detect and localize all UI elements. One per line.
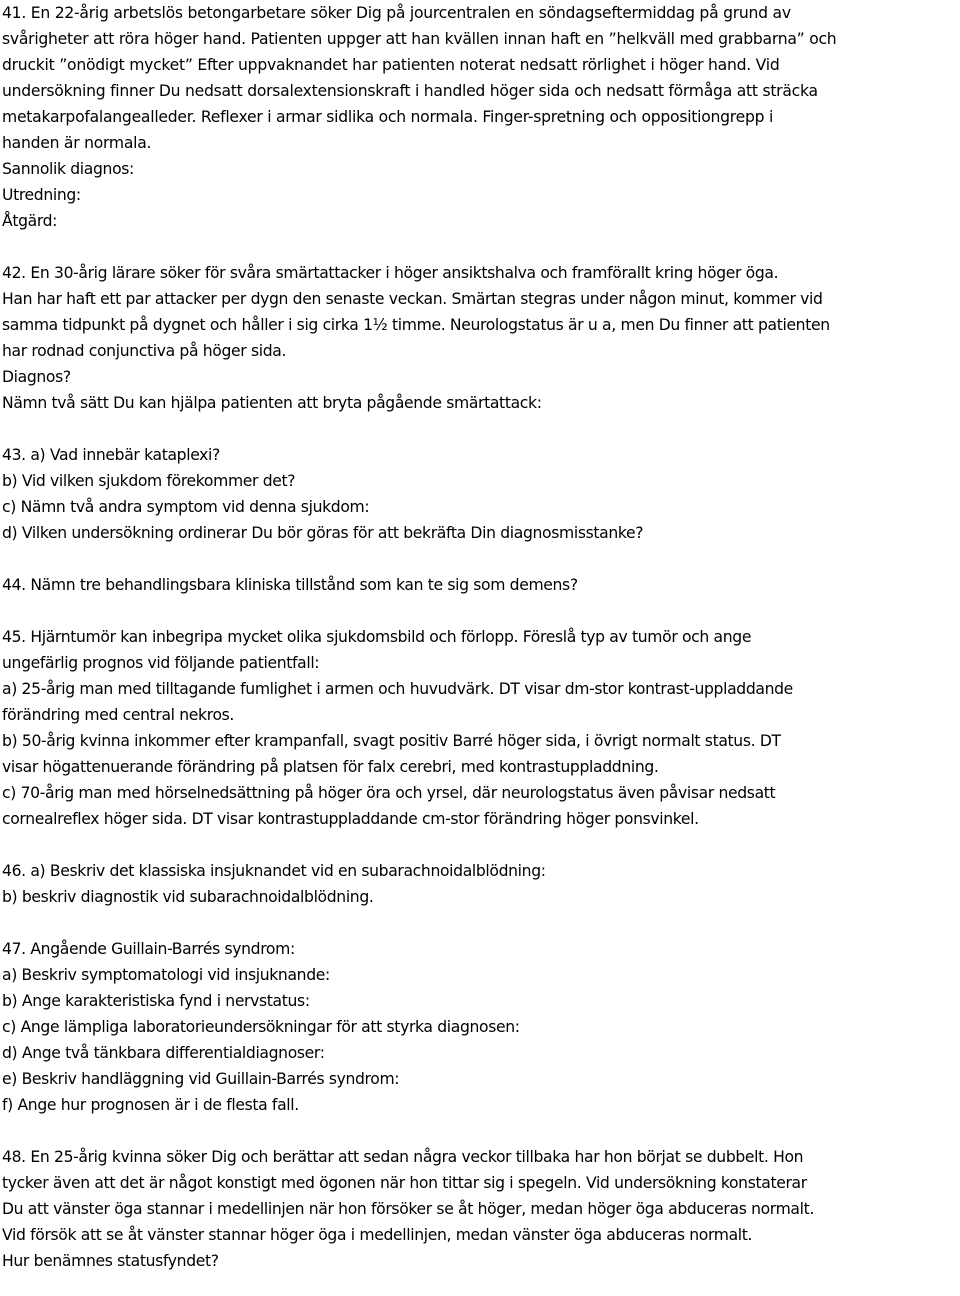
- question-41-prompt-action: Åtgärd:: [2, 212, 58, 230]
- question-43: [2, 442, 960, 546]
- question-42-text-line: Han har haft ett par attacker per dygn den senaste veckan. Smärtan stegras under någon minut, kommer vid: [2, 290, 823, 308]
- section-spacer: [2, 910, 960, 936]
- question-48-text-line: 48. En 25-årig kvinna söker Dig och berättar att sedan några veckor tillbaka har hon börjat se dubbelt. Hon: [2, 1148, 804, 1166]
- question-45-text-line: b) 50-årig kvinna inkommer efter krampanfall, svagt positiv Barré höger sida, i övrigt normalt status. DT: [2, 732, 781, 750]
- question-45-text-line: visar högattenuerande förändring på platsen för falx cerebri, med kontrastuppladdning.: [2, 758, 659, 776]
- section-spacer: [2, 546, 960, 572]
- question-41: [2, 0, 960, 234]
- question-47-text-line: c) Ange lämpliga laboratorieundersökningar för att styrka diagnosen:: [2, 1018, 520, 1036]
- question-48-text-line: Du att vänster öga stannar i medellinjen när hon försöker se åt höger, medan höger öga abduceras normalt.: [2, 1200, 814, 1218]
- question-42-text-line: Nämn två sätt Du kan hjälpa patienten att bryta pågående smärtattack:: [2, 394, 542, 412]
- question-48: [2, 1144, 960, 1274]
- question-41-text-line: 41. En 22-årig arbetslös betongarbetare söker Dig på jourcentralen en söndagseftermiddag på grund av: [2, 4, 791, 22]
- question-47-text-line: 47. Angående Guillain-Barrés syndrom:: [2, 940, 295, 958]
- question-48-text-line: Vid försök att se åt vänster stannar höger öga i medellinjen, medan vänster öga abduceras normalt.: [2, 1226, 753, 1244]
- question-43-text-line: b) Vid vilken sjukdom förekommer det?: [2, 472, 296, 490]
- question-41-text-line: handen är normala.: [2, 134, 152, 152]
- question-47-text-line: b) Ange karakteristiska fynd i nervstatus:: [2, 992, 310, 1010]
- question-48-text-line: Hur benämnes statusfyndet?: [2, 1252, 219, 1270]
- question-45-text-line: a) 25-årig man med tilltagande fumlighet i armen och huvudvärk. DT visar dm-stor kontrast-uppladdande: [2, 680, 793, 698]
- question-45-text-line: ungefärlig prognos vid följande patientfall:: [2, 654, 320, 672]
- question-41-text-line: metakarpofalangealleder. Reflexer i armar sidlika och normala. Finger-spretning och oppositiongrepp i: [2, 108, 774, 126]
- question-42-text-line: Diagnos?: [2, 368, 71, 386]
- question-46-text-line: b) beskriv diagnostik vid subarachnoidalblödning.: [2, 888, 374, 906]
- question-45-text-line: cornealreflex höger sida. DT visar kontrastuppladdande cm-stor förändring höger ponsvinkel.: [2, 810, 699, 828]
- question-47-text-line: d) Ange två tänkbara differentialdiagnoser:: [2, 1044, 325, 1062]
- section-spacer: [2, 416, 960, 442]
- question-46: [2, 858, 960, 910]
- question-42-text-line: 42. En 30-årig lärare söker för svåra smärtattacker i höger ansiktshalva och framförallt kring höger öga.: [2, 264, 779, 282]
- question-43-text-line: d) Vilken undersökning ordinerar Du bör göras för att bekräfta Din diagnosmisstanke?: [2, 524, 644, 542]
- question-42-text-line: samma tidpunkt på dygnet och håller i sig cirka 1½ timme. Neurologstatus är u a, men Du finner att patienten: [2, 316, 830, 334]
- question-44-text-line: 44. Nämn tre behandlingsbara kliniska tillstånd som kan te sig som demens?: [2, 576, 578, 594]
- question-44: [2, 572, 960, 598]
- question-46-text-line: 46. a) Beskriv det klassiska insjuknandet vid en subarachnoidalblödning:: [2, 862, 546, 880]
- question-47: [2, 936, 960, 1118]
- section-spacer: [2, 598, 960, 624]
- question-41-text-line: druckit ”onödigt mycket” Efter uppvaknandet har patienten noterat nedsatt rörlighet i höger hand. Vid: [2, 56, 780, 74]
- question-42-text-line: har rodnad conjunctiva på höger sida.: [2, 342, 287, 360]
- question-41-text-line: undersökning finner Du nedsatt dorsalextensionskraft i handled höger sida och nedsatt förmåga att sträcka: [2, 82, 818, 100]
- question-47-text-line: e) Beskriv handläggning vid Guillain-Barrés syndrom:: [2, 1070, 400, 1088]
- question-47-text-line: a) Beskriv symptomatologi vid insjuknande:: [2, 966, 330, 984]
- section-spacer: [2, 1118, 960, 1144]
- question-41-prompt-diagnosis: Sannolik diagnos:: [2, 160, 134, 178]
- question-45: [2, 624, 960, 832]
- question-43-text-line: 43. a) Vad innebär kataplexi?: [2, 446, 220, 464]
- question-45-text-line: c) 70-årig man med hörselnedsättning på höger öra och yrsel, där neurologstatus även påvisar nedsatt: [2, 784, 776, 802]
- question-41-text-line: svårigheter att röra höger hand. Patienten uppger att han kvällen innan haft en ”helkväll med grabbarna” och: [2, 30, 837, 48]
- question-48-text-line: tycker även att det är något konstigt med ögonen när hon tittar sig i spegeln. Vid undersökning konstaterar: [2, 1174, 807, 1192]
- question-43-text-line: c) Nämn två andra symptom vid denna sjukdom:: [2, 498, 370, 516]
- question-42: [2, 260, 960, 416]
- question-45-text-line: förändring med central nekros.: [2, 706, 235, 724]
- question-47-text-line: f) Ange hur prognosen är i de flesta fall.: [2, 1096, 299, 1114]
- question-41-prompt-investigation: Utredning:: [2, 186, 81, 204]
- section-spacer: [2, 234, 960, 260]
- question-45-text-line: 45. Hjärntumör kan inbegripa mycket olika sjukdomsbild och förlopp. Föreslå typ av tumör och ange: [2, 628, 752, 646]
- section-spacer: [2, 832, 960, 858]
